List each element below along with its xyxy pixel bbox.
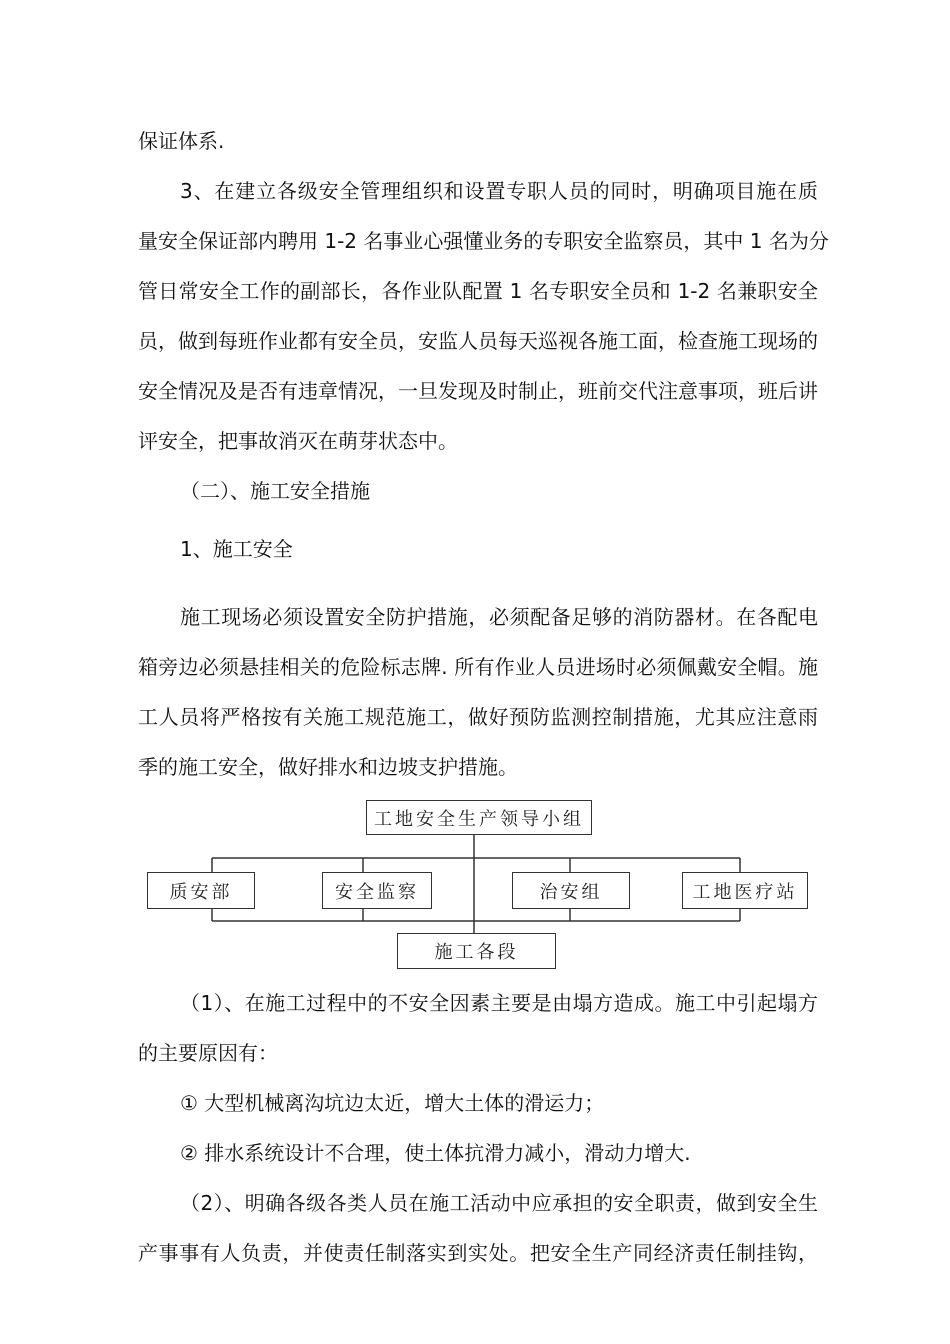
text-line: 保证体系.	[138, 129, 225, 153]
org-box-branch: 治安组	[512, 872, 630, 909]
org-box-branch: 工地医疗站	[682, 872, 808, 909]
text-line: 的主要原因有：	[138, 1041, 278, 1065]
list-item: ② 排水系统设计不合理，使土体抗滑力减小，滑动力增大.	[180, 1141, 691, 1165]
text-line: 安全情况及是否有违章情况，一旦发现及时制止，班前交代注意事项，班后讲	[138, 379, 818, 403]
list-item: ① 大型机械离沟坑边太近，增大土体的滑运力；	[180, 1091, 605, 1115]
text-line: 量安全保证部内聘用 1-2 名事业心强懂业务的专职安全监察员，其中 1 名为分	[138, 229, 829, 253]
section-heading: （二）、施工安全措施	[180, 479, 370, 503]
org-box-branch: 安全监察	[322, 872, 432, 909]
text-line: 产事事有人负责，并使责任制落实到实处。把安全生产同经济责任制挂钩，	[138, 1241, 818, 1265]
text-line: 员，做到每班作业都有安全员，安监人员每天巡视各施工面，检查施工现场的	[138, 329, 818, 353]
text-line: （2）、明确各级各类人员在施工活动中应承担的安全职责，做到安全生	[180, 1191, 818, 1215]
text-line: 管日常安全工作的副部长，各作业队配置 1 名专职安全员和 1-2 名兼职安全	[138, 279, 818, 303]
text-line: 3、在建立各级安全管理组织和设置专职人员的同时，明确项目施在质	[180, 179, 818, 203]
text-line: 工人员将严格按有关施工规范施工，做好预防监测控制措施，尤其应注意雨	[138, 705, 818, 729]
text-line: 评安全，把事故消灭在萌芽状态中。	[138, 429, 458, 453]
org-box-construction-sections: 施工各段	[397, 933, 556, 969]
text-line: 施工现场必须设置安全防护措施，必须配备足够的消防器材。在各配电	[180, 605, 818, 629]
subsection-heading: 1、施工安全	[180, 537, 293, 561]
org-box-leadership-group: 工地安全生产领导小组	[366, 800, 592, 835]
text-line: （1）、在施工过程中的不安全因素主要是由塌方造成。施工中引起塌方	[180, 991, 818, 1015]
text-line: 季的施工安全，做好排水和边坡支护措施。	[138, 755, 518, 779]
org-box-branch: 质安部	[147, 872, 255, 909]
text-line: 箱旁边必须悬挂相关的危险标志牌. 所有作业人员进场时必须佩戴安全帽。施	[138, 655, 818, 679]
